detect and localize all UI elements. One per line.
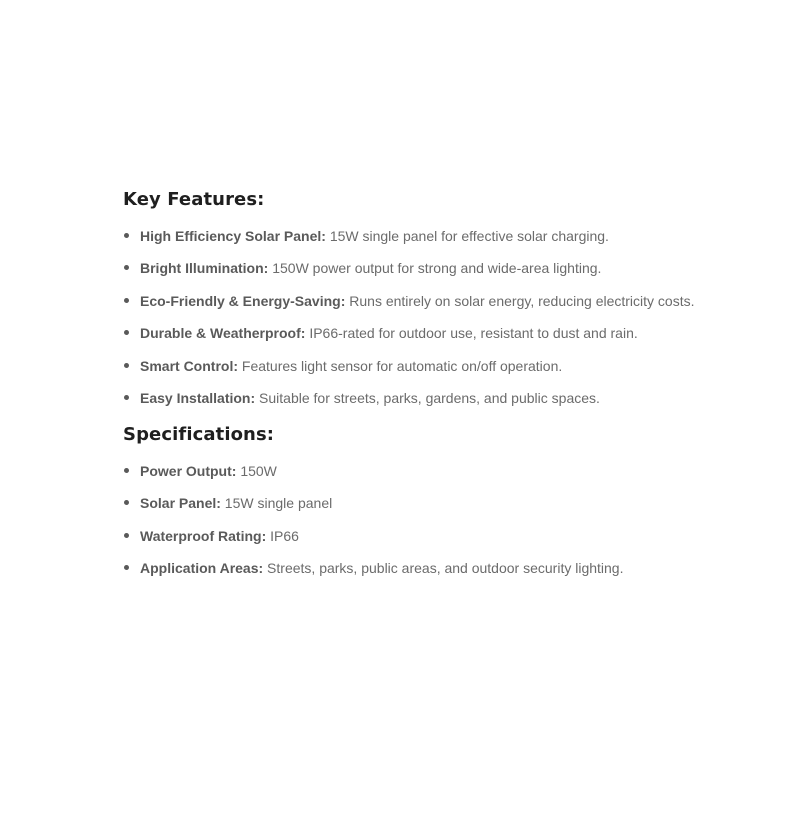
item-text: Suitable for streets, parks, gardens, and public spaces. xyxy=(255,389,600,406)
list-item xyxy=(123,525,763,557)
list-item xyxy=(123,460,763,492)
list-item xyxy=(123,387,763,409)
list-item xyxy=(123,257,763,289)
item-label: Bright Illumination: xyxy=(140,260,269,277)
key-features-list xyxy=(123,225,763,409)
item-text: IP66 xyxy=(266,527,299,544)
bullet-icon xyxy=(124,363,129,368)
bullet-icon xyxy=(124,395,129,400)
item-label: Power Output: xyxy=(140,462,237,479)
list-item xyxy=(123,322,763,354)
item-label: Application Areas: xyxy=(140,560,264,577)
list-item xyxy=(123,492,763,524)
specifications-heading: Specifications: xyxy=(123,423,275,445)
product-description xyxy=(123,186,763,579)
list-item xyxy=(123,355,763,387)
item-label: High Efficiency Solar Panel: xyxy=(140,228,326,244)
bullet-icon xyxy=(124,565,129,570)
specifications-list xyxy=(123,460,763,579)
item-label: Eco-Friendly & Energy-Saving: xyxy=(140,292,346,309)
item-text: 150W xyxy=(236,462,277,479)
key-features-heading: Key Features: xyxy=(123,189,265,210)
list-item xyxy=(123,557,763,579)
list-item xyxy=(123,225,763,257)
bullet-icon xyxy=(124,330,129,335)
list-item xyxy=(123,290,763,322)
item-text: 150W power output for strong and wide-area lighting. xyxy=(268,260,602,277)
bullet-icon xyxy=(124,468,129,473)
item-text: IP66-rated for outdoor use, resistant to dust and rain. xyxy=(305,325,638,342)
item-label: Easy Installation: xyxy=(140,389,256,406)
item-text: 15W single panel for effective solar charging. xyxy=(325,228,609,244)
item-label: Smart Control: xyxy=(140,357,238,374)
bullet-icon xyxy=(124,265,129,270)
item-label: Waterproof Rating: xyxy=(140,527,267,544)
bullet-icon xyxy=(124,233,129,238)
bullet-icon xyxy=(124,533,129,538)
item-label: Durable & Weatherproof: xyxy=(140,325,306,342)
item-label: Solar Panel: xyxy=(140,495,221,512)
item-text: Runs entirely on solar energy, reducing electricity costs. xyxy=(345,292,695,309)
item-text: Streets, parks, public areas, and outdoor security lighting. xyxy=(263,560,624,577)
bullet-icon xyxy=(124,298,129,303)
item-text: 15W single panel xyxy=(220,495,333,512)
item-text: Features light sensor for automatic on/off operation. xyxy=(238,357,563,374)
bullet-icon xyxy=(124,500,129,505)
